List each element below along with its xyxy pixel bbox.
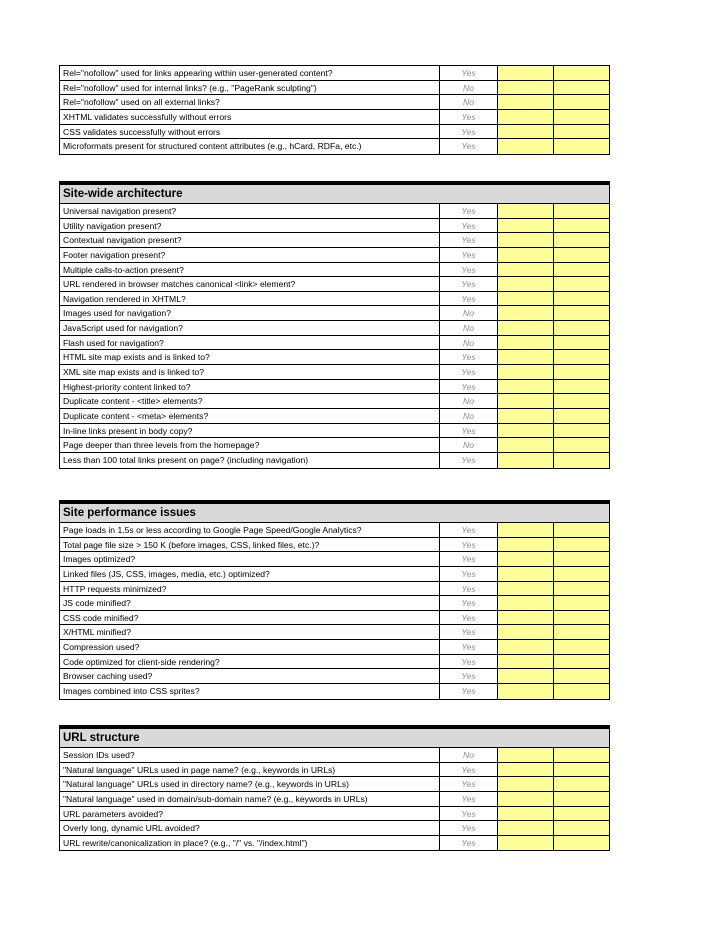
- notes-cell[interactable]: [554, 453, 609, 468]
- answer-cell: Yes: [440, 233, 498, 247]
- notes-cell[interactable]: [554, 611, 609, 625]
- table-row: [60, 836, 609, 851]
- question-cell: CSS code minified?: [60, 611, 440, 625]
- rows-performance: [60, 523, 609, 699]
- table-row: [60, 669, 609, 684]
- input-cell[interactable]: [498, 453, 554, 468]
- table-row: [60, 748, 609, 763]
- question-cell: Rel="nofollow" used for links appearing within user-generated content?: [60, 66, 440, 80]
- answer-cell: No: [440, 438, 498, 452]
- question-cell: XHTML validates successfully without errors: [60, 110, 440, 124]
- answer-cell: Yes: [440, 836, 498, 851]
- notes-cell[interactable]: [554, 552, 609, 566]
- notes-cell[interactable]: [554, 424, 609, 438]
- input-cell[interactable]: [498, 277, 554, 291]
- question-cell: Utility navigation present?: [60, 219, 440, 233]
- notes-cell[interactable]: [554, 306, 609, 320]
- answer-cell: No: [440, 409, 498, 423]
- notes-cell[interactable]: [554, 669, 609, 683]
- input-cell[interactable]: [498, 139, 554, 154]
- question-cell: Page loads in 1.5s or less according to Google Page Speed/Google Analytics?: [60, 523, 440, 537]
- answer-cell: Yes: [440, 807, 498, 821]
- table-row: [60, 110, 609, 125]
- section-title: URL structure: [60, 726, 609, 748]
- table-row: [60, 66, 609, 81]
- table-row: [60, 409, 609, 424]
- input-cell[interactable]: [498, 292, 554, 306]
- table-row: [60, 582, 609, 597]
- notes-cell[interactable]: [554, 321, 609, 335]
- input-cell[interactable]: [498, 66, 554, 80]
- question-cell: Browser caching used?: [60, 669, 440, 683]
- answer-cell: No: [440, 306, 498, 320]
- table-row: [60, 219, 609, 234]
- notes-cell[interactable]: [554, 204, 609, 218]
- question-cell: Page deeper than three levels from the homepage?: [60, 438, 440, 452]
- answer-cell: Yes: [440, 424, 498, 438]
- input-cell[interactable]: [498, 125, 554, 139]
- question-cell: Linked files (JS, CSS, images, media, etc.) optimized?: [60, 567, 440, 581]
- notes-cell[interactable]: [554, 655, 609, 669]
- answer-cell: Yes: [440, 567, 498, 581]
- answer-cell: Yes: [440, 277, 498, 291]
- input-cell[interactable]: [498, 836, 554, 851]
- table-row: [60, 655, 609, 670]
- question-cell: URL rewrite/canonicalization in place? (e.g., "/" vs. "/index.html"): [60, 836, 440, 851]
- table-row: [60, 777, 609, 792]
- notes-cell[interactable]: [554, 365, 609, 379]
- notes-cell[interactable]: [554, 409, 609, 423]
- answer-cell: Yes: [440, 292, 498, 306]
- answer-cell: Yes: [440, 625, 498, 639]
- notes-cell[interactable]: [554, 95, 609, 109]
- answer-cell: Yes: [440, 139, 498, 154]
- input-cell[interactable]: [498, 219, 554, 233]
- answer-cell: Yes: [440, 611, 498, 625]
- notes-cell[interactable]: [554, 807, 609, 821]
- table-row: [60, 204, 609, 219]
- table-row: [60, 81, 609, 96]
- input-cell[interactable]: [498, 538, 554, 552]
- table-row: [60, 792, 609, 807]
- question-cell: Total page file size > 150 K (before images, CSS, linked files, etc.)?: [60, 538, 440, 552]
- question-cell: "Natural language" URLs used in directory name? (e.g., keywords in URLs): [60, 777, 440, 791]
- notes-cell[interactable]: [554, 248, 609, 262]
- answer-cell: Yes: [440, 110, 498, 124]
- question-cell: URL rendered in browser matches canonical <link> element?: [60, 277, 440, 291]
- answer-cell: Yes: [440, 248, 498, 262]
- answer-cell: Yes: [440, 125, 498, 139]
- table-row: [60, 336, 609, 351]
- input-cell[interactable]: [498, 669, 554, 683]
- question-cell: Footer navigation present?: [60, 248, 440, 262]
- question-cell: CSS validates successfully without errors: [60, 125, 440, 139]
- answer-cell: Yes: [440, 821, 498, 835]
- notes-cell[interactable]: [554, 763, 609, 777]
- answer-cell: Yes: [440, 263, 498, 277]
- input-cell[interactable]: [498, 582, 554, 596]
- notes-cell[interactable]: [554, 81, 609, 95]
- question-cell: JS code minified?: [60, 596, 440, 610]
- table-row: [60, 248, 609, 263]
- answer-cell: Yes: [440, 219, 498, 233]
- question-cell: Images used for navigation?: [60, 306, 440, 320]
- table-row: [60, 125, 609, 140]
- question-cell: JavaScript used for navigation?: [60, 321, 440, 335]
- answer-cell: Yes: [440, 763, 498, 777]
- notes-cell[interactable]: [554, 582, 609, 596]
- input-cell[interactable]: [498, 306, 554, 320]
- input-cell[interactable]: [498, 350, 554, 364]
- input-cell[interactable]: [498, 95, 554, 109]
- answer-cell: Yes: [440, 380, 498, 394]
- notes-cell[interactable]: [554, 523, 609, 537]
- table-links: [59, 65, 610, 155]
- answer-cell: No: [440, 81, 498, 95]
- table-row: [60, 807, 609, 822]
- table-row: [60, 538, 609, 553]
- table-row: [60, 596, 609, 611]
- notes-cell[interactable]: [554, 139, 609, 154]
- table-row: [60, 321, 609, 336]
- input-cell[interactable]: [498, 424, 554, 438]
- notes-cell[interactable]: [554, 292, 609, 306]
- input-cell[interactable]: [498, 611, 554, 625]
- notes-cell[interactable]: [554, 777, 609, 791]
- notes-cell[interactable]: [554, 640, 609, 654]
- input-cell[interactable]: [498, 821, 554, 835]
- answer-cell: Yes: [440, 453, 498, 468]
- question-cell: Rel="nofollow" used on all external links?: [60, 95, 440, 109]
- notes-cell[interactable]: [554, 836, 609, 851]
- question-cell: Duplicate content - <title> elements?: [60, 394, 440, 408]
- input-cell[interactable]: [498, 684, 554, 699]
- table-row: [60, 394, 609, 409]
- question-cell: Code optimized for client-side rendering?: [60, 655, 440, 669]
- notes-cell[interactable]: [554, 66, 609, 80]
- input-cell[interactable]: [498, 204, 554, 218]
- table-row: [60, 139, 609, 154]
- question-cell: Images combined into CSS sprites?: [60, 684, 440, 699]
- question-cell: X/HTML minified?: [60, 625, 440, 639]
- rows-architecture: [60, 204, 609, 468]
- answer-cell: Yes: [440, 582, 498, 596]
- answer-cell: Yes: [440, 66, 498, 80]
- question-cell: Less than 100 total links present on page? (including navigation): [60, 453, 440, 468]
- question-cell: Multiple calls-to-action present?: [60, 263, 440, 277]
- answer-cell: No: [440, 748, 498, 762]
- answer-cell: Yes: [440, 684, 498, 699]
- notes-cell[interactable]: [554, 538, 609, 552]
- question-cell: Images optimized?: [60, 552, 440, 566]
- answer-cell: Yes: [440, 365, 498, 379]
- question-cell: Duplicate content - <meta> elements?: [60, 409, 440, 423]
- input-cell[interactable]: [498, 394, 554, 408]
- notes-cell[interactable]: [554, 792, 609, 806]
- input-cell[interactable]: [498, 763, 554, 777]
- section-title: Site performance issues: [60, 501, 609, 523]
- answer-cell: No: [440, 336, 498, 350]
- notes-cell[interactable]: [554, 684, 609, 699]
- table-row: [60, 552, 609, 567]
- notes-cell[interactable]: [554, 596, 609, 610]
- table-site-wide-architecture: [59, 181, 610, 469]
- answer-cell: Yes: [440, 640, 498, 654]
- table-row: [60, 233, 609, 248]
- table-row: [60, 263, 609, 278]
- table-row: [60, 424, 609, 439]
- input-cell[interactable]: [498, 438, 554, 452]
- input-cell[interactable]: [498, 523, 554, 537]
- answer-cell: No: [440, 95, 498, 109]
- table-row: [60, 292, 609, 307]
- input-cell[interactable]: [498, 655, 554, 669]
- question-cell: HTTP requests minimized?: [60, 582, 440, 596]
- table-row: [60, 567, 609, 582]
- input-cell[interactable]: [498, 625, 554, 639]
- question-cell: Flash used for navigation?: [60, 336, 440, 350]
- question-cell: Universal navigation present?: [60, 204, 440, 218]
- input-cell[interactable]: [498, 567, 554, 581]
- input-cell[interactable]: [498, 365, 554, 379]
- table-site-performance: [59, 500, 610, 700]
- question-cell: Session IDs used?: [60, 748, 440, 762]
- table-row: [60, 365, 609, 380]
- answer-cell: Yes: [440, 350, 498, 364]
- notes-cell[interactable]: [554, 380, 609, 394]
- table-row: [60, 453, 609, 468]
- question-cell: Microformats present for structured content attributes (e.g., hCard, RDFa, etc.): [60, 139, 440, 154]
- notes-cell[interactable]: [554, 438, 609, 452]
- input-cell[interactable]: [498, 807, 554, 821]
- answer-cell: Yes: [440, 538, 498, 552]
- table-row: [60, 523, 609, 538]
- input-cell[interactable]: [498, 81, 554, 95]
- rows-url: [60, 748, 609, 850]
- section-title: Site-wide architecture: [60, 182, 609, 204]
- input-cell[interactable]: [498, 596, 554, 610]
- input-cell[interactable]: [498, 336, 554, 350]
- question-cell: Contextual navigation present?: [60, 233, 440, 247]
- notes-cell[interactable]: [554, 394, 609, 408]
- input-cell[interactable]: [498, 552, 554, 566]
- table-row: [60, 640, 609, 655]
- table-row: [60, 438, 609, 453]
- table-row: [60, 625, 609, 640]
- answer-cell: Yes: [440, 552, 498, 566]
- notes-cell[interactable]: [554, 233, 609, 247]
- notes-cell[interactable]: [554, 277, 609, 291]
- notes-cell[interactable]: [554, 219, 609, 233]
- notes-cell[interactable]: [554, 567, 609, 581]
- table-row: [60, 684, 609, 699]
- input-cell[interactable]: [498, 640, 554, 654]
- notes-cell[interactable]: [554, 350, 609, 364]
- answer-cell: Yes: [440, 777, 498, 791]
- question-cell: In-line links present in body copy?: [60, 424, 440, 438]
- table-row: [60, 821, 609, 836]
- answer-cell: Yes: [440, 596, 498, 610]
- notes-cell[interactable]: [554, 821, 609, 835]
- input-cell[interactable]: [498, 263, 554, 277]
- notes-cell[interactable]: [554, 336, 609, 350]
- question-cell: HTML site map exists and is linked to?: [60, 350, 440, 364]
- question-cell: Compression used?: [60, 640, 440, 654]
- input-cell[interactable]: [498, 321, 554, 335]
- question-cell: URL parameters avoided?: [60, 807, 440, 821]
- input-cell[interactable]: [498, 409, 554, 423]
- answer-cell: Yes: [440, 204, 498, 218]
- answer-cell: No: [440, 321, 498, 335]
- question-cell: "Natural language" used in domain/sub-domain name? (e.g., keywords in URLs): [60, 792, 440, 806]
- table-url-structure: [59, 725, 610, 851]
- input-cell[interactable]: [498, 110, 554, 124]
- input-cell[interactable]: [498, 380, 554, 394]
- rows-links: [60, 66, 609, 154]
- notes-cell[interactable]: [554, 748, 609, 762]
- question-cell: Navigation rendered in XHTML?: [60, 292, 440, 306]
- answer-cell: Yes: [440, 655, 498, 669]
- table-row: [60, 763, 609, 778]
- table-row: [60, 277, 609, 292]
- question-cell: XML site map exists and is linked to?: [60, 365, 440, 379]
- answer-cell: Yes: [440, 523, 498, 537]
- input-cell[interactable]: [498, 777, 554, 791]
- input-cell[interactable]: [498, 792, 554, 806]
- table-row: [60, 306, 609, 321]
- notes-cell[interactable]: [554, 110, 609, 124]
- table-row: [60, 380, 609, 395]
- question-cell: "Natural language" URLs used in page name? (e.g., keywords in URLs): [60, 763, 440, 777]
- input-cell[interactable]: [498, 233, 554, 247]
- input-cell[interactable]: [498, 748, 554, 762]
- question-cell: Overly long, dynamic URL avoided?: [60, 821, 440, 835]
- notes-cell[interactable]: [554, 263, 609, 277]
- answer-cell: Yes: [440, 669, 498, 683]
- table-row: [60, 350, 609, 365]
- input-cell[interactable]: [498, 248, 554, 262]
- answer-cell: Yes: [440, 792, 498, 806]
- table-row: [60, 95, 609, 110]
- notes-cell[interactable]: [554, 625, 609, 639]
- answer-cell: No: [440, 394, 498, 408]
- notes-cell[interactable]: [554, 125, 609, 139]
- table-row: [60, 611, 609, 626]
- question-cell: Highest-priority content linked to?: [60, 380, 440, 394]
- question-cell: Rel="nofollow" used for internal links? (e.g., "PageRank sculpting"): [60, 81, 440, 95]
